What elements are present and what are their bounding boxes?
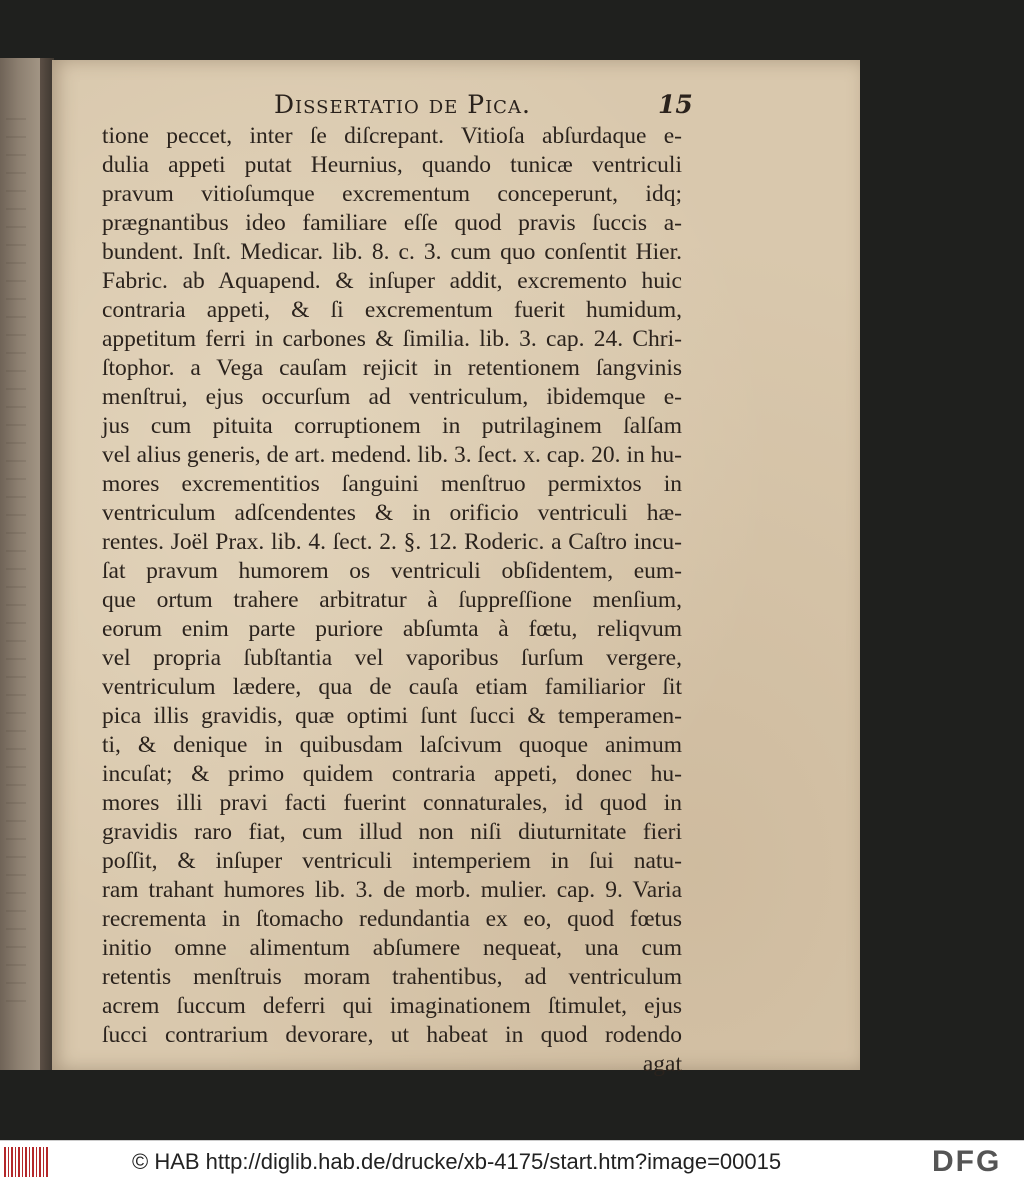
text-line: tione peccet, inter ſe diſcrepant. Vitioſa abſurdaque e-: [102, 123, 682, 149]
text-line: incuſat; & primo quidem contraria appeti, donec hu-: [102, 761, 682, 787]
text-line: gravidis raro fiat, cum illud non niſi diuturnitate fieri: [102, 819, 682, 845]
text-line: jus cum pituita corruptionem in putrilaginem ſalſam: [102, 413, 682, 439]
dfg-logo: DFG: [932, 1145, 1002, 1178]
text-line: eorum enim parte puriore abſumta à fœtu, reliqvum: [102, 616, 682, 642]
text-line: pica illis gravidis, quæ optimi ſunt ſucci & temperamen-: [102, 703, 682, 729]
text-line: dulia appeti putat Heurnius, quando tunicæ ventriculi: [102, 152, 682, 178]
text-line: que ortum trahere arbitratur à ſuppreſſione menſium,: [102, 587, 682, 613]
book-page: [52, 60, 860, 1077]
text-line: retentis menſtruis moram trahentibus, ad ventriculum: [102, 964, 682, 990]
body-text: [102, 122, 682, 1079]
text-line: Fabric. ab Aquapend. & inſuper addit, excremento huic: [102, 268, 682, 294]
text-line: ti, & denique in quibusdam laſcivum quoque animum: [102, 732, 682, 758]
text-line: menſtrui, ejus occurſum ad ventriculum, ibidemque e-: [102, 384, 682, 410]
running-head: [52, 90, 860, 124]
text-line: contraria appeti, & ſi excrementum fuerit humidum,: [102, 297, 682, 323]
barcode-logo-icon: [4, 1147, 48, 1177]
text-line: vel alius generis, de art. medend. lib. 3. ſect. x. cap. 20. in hu-: [102, 442, 682, 468]
text-line: vel propria ſubſtantia vel vaporibus ſurſum vergere,: [102, 645, 682, 671]
text-line: mores illi pravi facti fuerint connaturales, id quod in: [102, 790, 682, 816]
text-line: ventriculum lædere, qua de cauſa etiam familiarior ſit: [102, 674, 682, 700]
text-line: ſat pravum humorem os ventriculi obſidentem, eum-: [102, 558, 682, 584]
text-line: mores excrementitios ſanguini menſtruo permixtos in: [102, 471, 682, 497]
text-line: appetitum ferri in carbones & ſimilia. lib. 3. cap. 24. Chri-: [102, 326, 682, 352]
copyright-link[interactable]: © HAB http://diglib.hab.de/drucke/xb-4175/start.htm?image=00015: [132, 1149, 782, 1174]
text-line: acrem ſuccum deferri qui imaginationem ſtimulet, ejus: [102, 993, 682, 1019]
text-line: rentes. Joël Prax. lib. 4. ſect. 2. §. 12. Roderic. a Caſtro incu-: [102, 529, 682, 555]
previous-page-edge: [0, 58, 40, 1070]
page-number: 15: [658, 90, 693, 119]
text-line: prægnantibus ideo familiare eſſe quod pravis ſuccis a-: [102, 210, 682, 236]
text-line: bundent. Inſt. Medicar. lib. 8. c. 3. cum quo conſentit Hier.: [102, 239, 682, 265]
text-line: initio omne alimentum abſumere nequeat, una cum: [102, 935, 682, 961]
text-line: ram trahant humores lib. 3. de morb. mulier. cap. 9. Varia: [102, 877, 682, 903]
running-title: Dissertatio de Pica.: [274, 90, 531, 119]
text-line: ventriculum adſcendentes & in orificio ventriculi hæ-: [102, 500, 682, 526]
text-line: ſucci contrarium devorare, ut habeat in quod rodendo: [102, 1022, 682, 1048]
text-line: poſſit, & inſuper ventriculi intemperiem in ſui natu-: [102, 848, 682, 874]
text-line: ſtophor. a Vega cauſam rejicit in retentionem ſangvinis: [102, 355, 682, 381]
text-line: pravum vitioſumque excrementum conceperunt, idq;: [102, 181, 682, 207]
footer-bar: [0, 1140, 1024, 1181]
catchword: agat: [642, 1051, 682, 1077]
text-line: recrementa in ſtomacho redundantia ex eo, quod fœtus: [102, 906, 682, 932]
